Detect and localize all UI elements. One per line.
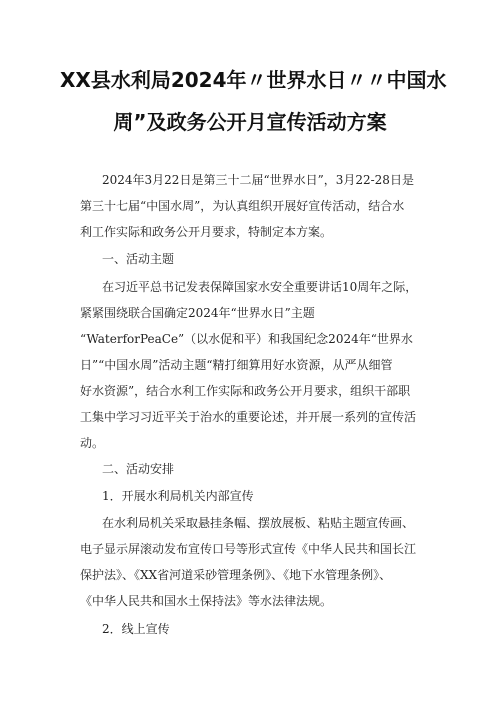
paragraph-line: 在习近平总书记发表保障国家水安全重要讲话10周年之际， xyxy=(102,280,418,294)
paragraph-line: 《中华人民共和国水土保持法》等水法律法规。 xyxy=(80,594,333,608)
document-title-line-2: 周”及政务公开月宣传活动方案 xyxy=(113,110,387,134)
subsection-heading: 1．开展水利局机关内部宣传 xyxy=(102,489,254,503)
paragraph-line: 电子显示屏滚动发布宣传口号等形式宣传《中华人民共和国长江 xyxy=(80,542,417,556)
paragraph-line: 在水利局机关采取悬挂条幅、摆放展板、粘贴主题宣传画、 xyxy=(102,516,415,530)
paragraph-line: 日”“中国水周”活动主题“精打细算用好水资源，从严从细管 xyxy=(80,358,393,372)
subsection-heading: 2．线上宣传 xyxy=(102,622,170,636)
paragraph-line: 第三十七届“中国水周”，为认真组织开展好宣传活动，结合水 xyxy=(80,199,405,213)
document-title-line-1: XX县水利局2024年〃世界水日〃〃中国水 xyxy=(60,68,447,92)
paragraph-line: 利工作实际和政务公开月要求，特制定本方案。 xyxy=(80,225,333,239)
paragraph-line: 工集中学习习近平关于治水的重要论述，并开展一系列的宣传活 xyxy=(80,410,417,424)
paragraph-line: 好水资源”，结合水利工作实际和政务公开月要求，组织干部职 xyxy=(80,384,411,398)
section-heading: 一、活动主题 xyxy=(102,252,175,266)
paragraph-line: 2024年3月22日是第三十二届“世界水日”，3月22-28日是 xyxy=(102,173,414,187)
paragraph-line: “WaterforPeaCe”（以水促和平）和我国纪念2024年“世界水 xyxy=(80,332,413,346)
paragraph-line: 动。 xyxy=(80,436,105,450)
section-heading: 二、活动安排 xyxy=(102,462,175,476)
paragraph-line: 紧紧围绕联合国确定2024年“世界水日”主题 xyxy=(80,306,315,320)
paragraph-line: 保护法》、《XX省河道采砂管理条例》、《地下水管理条例》、 xyxy=(80,568,392,582)
